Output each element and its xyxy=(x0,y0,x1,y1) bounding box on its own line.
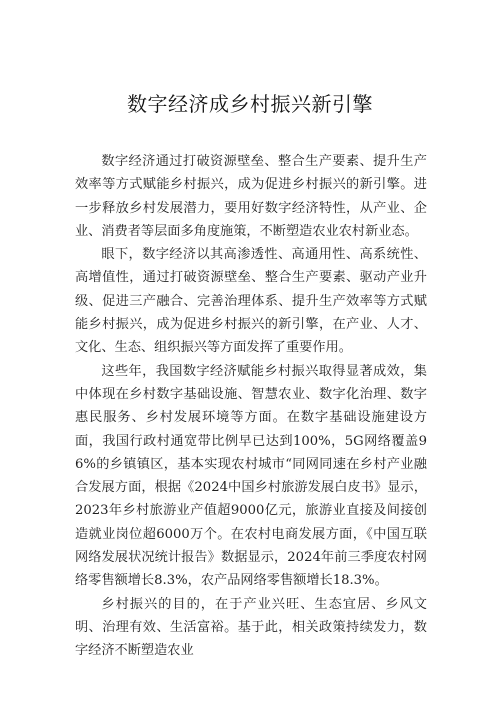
paragraph-2: 眼下，数字经济以其高渗透性、高通用性、高系统性、高增值性，通过打破资源壁垒、整合生产要素、驱动产业升级、促进三产融合、完善治理体系、提升生产效率等方式赋能乡村振兴，成为促进乡村振兴的新引擎，在产业、人才、文化、生态、组织振兴等方面发挥了重要作用。 xyxy=(75,247,427,356)
document-body xyxy=(75,150,427,663)
paragraph-3: 这些年，我国数字经济赋能乡村振兴取得显著成效，集中体现在乡村数字基础设施、智慧农业、数字化治理、数字惠民服务、乡村发展环境等方面。在数字基础设施建设方面，我国行政村通宽带比例早已达到100%，5G网络覆盖96%的乡镇镇区，基本实现农村城市“同网同速在乡村产业融合发展方面，根据《2024中国乡村旅游发展白皮书》显示，2023年乡村旅游业产值超9000亿元，旅游业直接及间接创造就业岗位超6000万个。在农村电商发展方面，《中国互联网络发展状况统计报告》数据显示，2024年前三季度农村网络零售额增长8.3%，农产品网络零售额增长18.3%。 xyxy=(75,363,427,589)
document-title: 数字经济成乡村振兴新引擎 xyxy=(127,92,373,116)
paragraph-1: 数字经济通过打破资源壁垒、整合生产要素、提升生产效率等方式赋能乡村振兴，成为促进乡村振兴的新引擎。进一步释放乡村发展潜力，要用好数字经济特性，从产业、企业、消费者等层面多角度施策，不断塑造农业农村新业态。 xyxy=(75,154,427,239)
paragraph-4: 乡村振兴的目的，在于产业兴旺、生态宜居、乡风文明、治理有效、生活富裕。基于此，相关政策持续发力，数字经济不断塑造农业 xyxy=(75,596,427,659)
